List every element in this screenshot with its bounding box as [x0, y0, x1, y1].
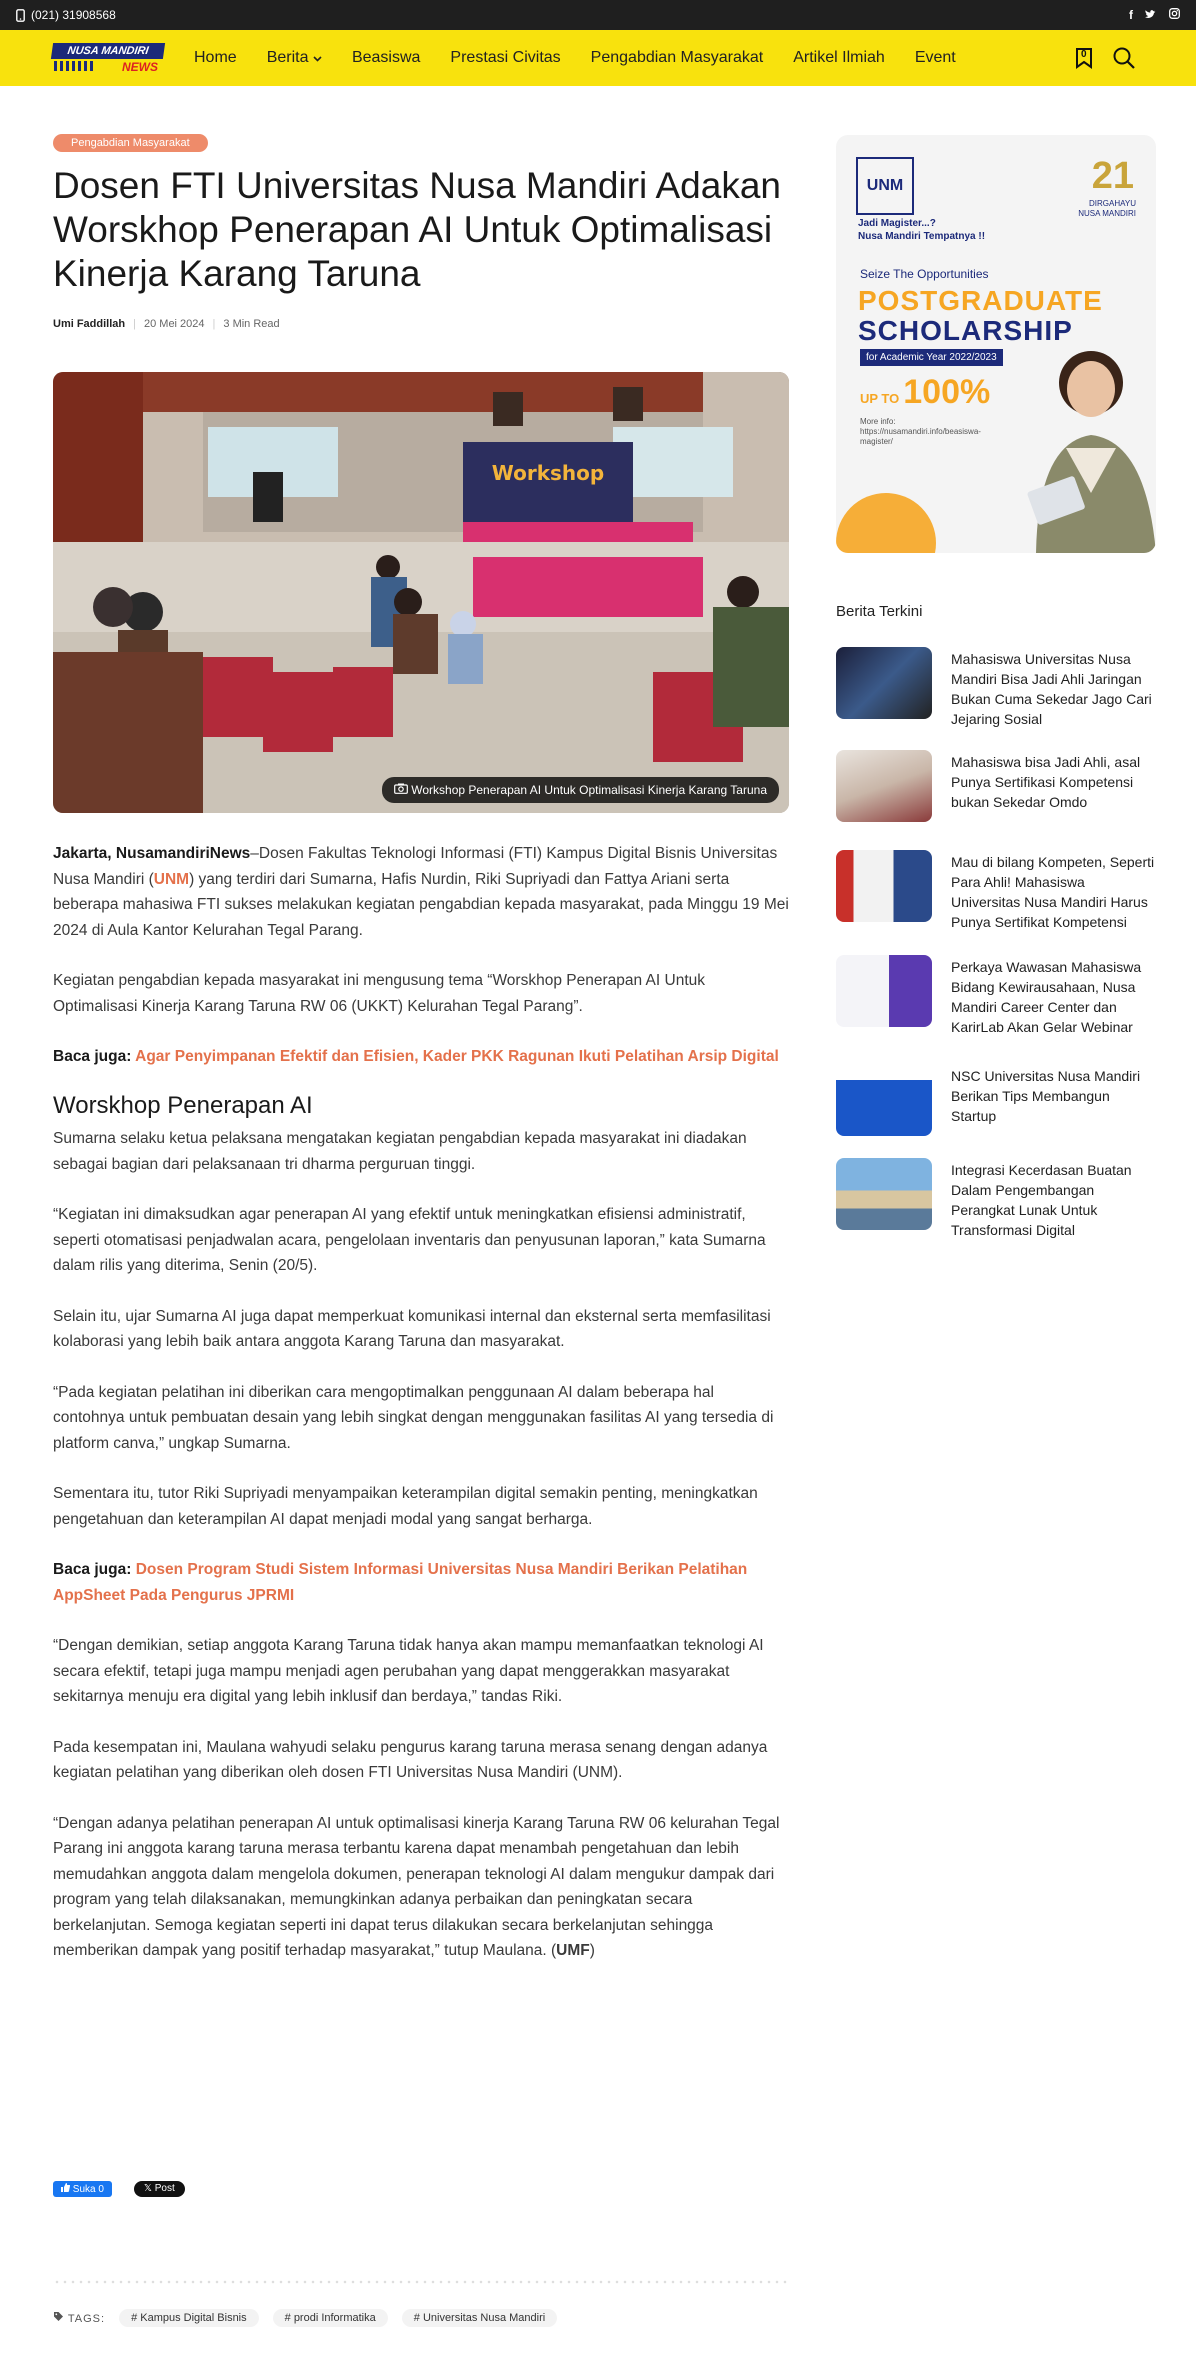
twitter-icon[interactable] [1145, 8, 1157, 19]
news-title[interactable]: Mau di bilang Kompeten, Seperti Para Ahli! Mahasiswa Universitas Nusa Mandiri Harus Punya Sertifikat Kompetensi [951, 854, 1155, 930]
news-item[interactable] [836, 955, 1156, 1037]
news-item[interactable] [836, 647, 1156, 729]
main-nav [194, 49, 956, 67]
bookmark-count: 0 [1081, 49, 1087, 60]
ad-decoration [836, 493, 936, 553]
ad-seize: Seize The Opportunities [860, 267, 989, 281]
facebook-like-label: Suka 0 [72, 2184, 104, 2195]
share-buttons [53, 2181, 185, 2197]
meta-divider: | [133, 318, 136, 330]
phone-number: (021) 31908568 [31, 8, 116, 22]
read-also-link[interactable]: Agar Penyimpanan Efektif dan Efisien, Kader PKK Ragunan Ikuti Pelatihan Arsip Digital [135, 1048, 779, 1065]
tags-label-text: TAGS: [67, 2313, 106, 2325]
read-also-label: Baca juga: [53, 1561, 132, 1578]
news-title[interactable]: Mahasiswa bisa Jadi Ahli, asal Punya Sertifikasi Kompetensi bukan Sekedar Omdo [951, 754, 1141, 810]
tag-item[interactable]: # Kampus Digital Bisnis [119, 2309, 259, 2327]
nav-berita[interactable] [267, 49, 322, 67]
facebook-icon[interactable]: f [1129, 8, 1133, 22]
news-thumbnail[interactable] [836, 1064, 932, 1136]
ad-upto-label: UP TO [860, 391, 900, 406]
latest-news-title: Berita Terkini [836, 603, 923, 620]
top-bar [0, 0, 1196, 30]
ad-percent: 100% [903, 373, 991, 411]
nav-event[interactable]: Event [914, 49, 956, 66]
nav-prestasi[interactable]: Prestasi Civitas [450, 49, 561, 66]
paragraph-text: “Dengan adanya pelatihan penerapan AI untuk optimalisasi kinerja Karang Taruna RW 06 kelurahan Tegal Parang ini anggota karang taruna merasa terbantu karena dapat menambah pengetahuan dan lebih memudahkan anggota dalam mengelola dokumen, penerapan teknologi AI dalam mengukur dampak dari program yang telah dilaksanakan, memungkinkan adanya perbaikan dan peningkatan secara berkelanjutan. Semoga kegiatan seperti ini dapat terus dilakukan secara berkelanjutan sehingga memberikan dampak yang positif terhadap masyarakat,” tutup Maulana. ( [53, 1814, 780, 1959]
bookmark-button[interactable] [1074, 47, 1094, 69]
paragraph: Sumarna selaku ketua pelaksana mengatakan kegiatan pengabdian kepada masyarakat ini diadakan sebagai bagian dari pelaksanaan tri dharma perguruan tinggi. [53, 1130, 747, 1173]
ad-upto [860, 373, 990, 412]
dateline: Jakarta, NusamandiriNews [53, 845, 251, 862]
caption-text: Workshop Penerapan AI Untuk Optimalisasi Kinerja Karang Taruna [411, 783, 767, 797]
read-also-label: Baca juga: [53, 1048, 132, 1065]
anniversary-number: 21 [1091, 155, 1134, 197]
article-meta [53, 318, 280, 330]
news-title[interactable]: Mahasiswa Universitas Nusa Mandiri Bisa Jadi Ahli Jaringan Bukan Cuma Sekedar Jago Cari Jejaring Sosial [951, 651, 1152, 727]
svg-text:Workshop: Workshop [491, 461, 605, 485]
news-item[interactable] [836, 750, 1156, 822]
phone-icon [16, 9, 25, 22]
phone-contact[interactable] [16, 8, 116, 22]
unm-link[interactable]: UNM [153, 870, 190, 888]
ad-academic-year: for Academic Year 2022/2023 [860, 349, 1003, 366]
ad-tagline: Jadi Magister...? Nusa Mandiri Tempatnya !! [858, 218, 986, 242]
news-title[interactable]: Perkaya Wawasan Mahasiswa Bidang Kewirausahaan, Nusa Mandiri Career Center dan KarirLab Akan Gelar Webinar [951, 959, 1142, 1035]
tag-icon [53, 2311, 64, 2322]
read-also [53, 1557, 789, 1608]
publish-date: 20 Mei 2024 [143, 318, 205, 330]
news-thumbnail[interactable] [836, 1158, 932, 1230]
facebook-like-button[interactable] [53, 2181, 112, 2197]
read-also [53, 1044, 789, 1070]
news-title[interactable]: Integrasi Kecerdasan Buatan Dalam Pengembangan Perangkat Lunak Untuk Transformasi Digital [951, 1162, 1132, 1238]
news-thumbnail[interactable] [836, 955, 932, 1027]
paragraph: “Pada kegiatan pelatihan ini diberikan cara mengoptimalkan penggunaan AI dalam beberapa hal contohnya untuk pembuatan desain yang lebih singkat dengan menggunakan fasilitas AI yang tersedia di platform canva,” ungkap Sumarna. [53, 1383, 774, 1452]
ad-postgraduate: POSTGRADUATE [858, 285, 1103, 316]
paragraph-text: ) yang terdiri dari Sumarna, Hafis Nurdin, Riki Supriyadi dan Fattya Ariani serta beberapa mahasiwa FTI sukses melakukan kegiatan pengabdian kepada masyarakat, pada Minggu 19 Mei 2024 di Aula Kantor Kelurahan Tegal Parang. [53, 870, 789, 939]
dotted-divider [53, 2279, 789, 2285]
camera-icon [394, 783, 408, 794]
ad-scholarship: SCHOLARSHIP [858, 315, 1073, 346]
ad-more-info: More info: https://nusamandiri.info/beasiswa-magister/ [860, 417, 981, 446]
tags-label [53, 2311, 105, 2325]
logo-stripes [54, 61, 94, 71]
x-post-label: Post [154, 2183, 175, 2194]
chevron-down-icon [313, 56, 322, 62]
paragraph: Pada kesempatan ini, Maulana wahyudi selaku pengurus karang taruna merasa senang dengan adanya kegiatan pelatihan yang diberikan oleh dosen FTI Universitas Nusa Mandiri (UNM). [53, 1738, 768, 1781]
news-title[interactable]: NSC Universitas Nusa Mandiri Berikan Tips Membangun Startup [951, 1068, 1141, 1124]
read-also-link[interactable]: Dosen Program Studi Sistem Informasi Universitas Nusa Mandiri Berikan Pelatihan AppSheet Pada Pengurus JPRMI [53, 1561, 748, 1604]
news-thumbnail[interactable] [836, 647, 932, 719]
scholarship-ad-banner[interactable] [836, 135, 1156, 553]
paragraph-text: –Dosen Fakultas Teknologi Informasi (FTI) Kampus Digital Bisnis Universitas Nusa Mandiri ( [53, 845, 778, 888]
logo-line2: NEWS [122, 60, 158, 74]
author-signature: UMF [556, 1942, 590, 1959]
workshop-photo [53, 372, 789, 813]
read-time: 3 Min Read [223, 318, 280, 330]
meta-divider: | [212, 318, 216, 330]
paragraph: “Dengan demikian, setiap anggota Karang Taruna tidak hanya akan mampu memanfaatkan teknologi AI secara efektif, tetapi juga mampu menjadi agen perubahan yang dapat menggerakkan masyarakat sekitarnya menuju era digital yang lebih inklusif dan berdaya,” tandas Riki. [53, 1637, 764, 1705]
news-item[interactable] [836, 1064, 1156, 1136]
paragraph: “Kegiatan ini dimaksudkan agar penerapan AI yang efektif untuk meningkatkan efisiensi administratif, seperti otomatisasi penjadwalan acara, pengelolaan inventaris dan penyusunan laporan,” kata Sumarna dalam rilis yang diterima, Senin (20/5). [53, 1206, 766, 1274]
nav-pengabdian[interactable]: Pengabdian Masyarakat [590, 49, 764, 66]
logo-line1: NUSA MANDIRI [51, 43, 165, 59]
instagram-icon[interactable] [1169, 8, 1180, 19]
news-thumbnail[interactable] [836, 850, 932, 922]
nav-home[interactable]: Home [194, 49, 237, 66]
news-thumbnail[interactable] [836, 750, 932, 822]
featured-image [53, 372, 789, 813]
paragraph [53, 1811, 789, 1964]
social-links [1129, 8, 1180, 22]
paragraph: Selain itu, ujar Sumarna AI juga dapat memperkuat komunikasi internal dan eksternal serta memfasilitasi kolaborasi yang lebih baik antara anggota Karang Taruna dan masyarakat. [53, 1307, 771, 1350]
x-post-button[interactable] [134, 2181, 185, 2197]
site-logo[interactable] [52, 39, 164, 77]
category-badge[interactable]: Pengabdian Masyarakat [53, 134, 208, 152]
tags-row [53, 2309, 557, 2327]
nav-beasiswa[interactable]: Beasiswa [351, 49, 421, 66]
header-icons [1074, 46, 1136, 70]
paragraph: Kegiatan pengabdian kepada masyarakat ini mengusung tema “Worskhop Penerapan AI Untuk Optimalisasi Kinerja Karang Taruna RW 06 (UKKT) Kelurahan Tegal Parang”. [53, 972, 705, 1015]
paragraph-text: ) [589, 1942, 595, 1959]
paragraph: Sementara itu, tutor Riki Supriyadi menyampaikan keterampilan digital semakin penting, meningkatkan pengetahuan dan keterampilan AI dapat menjadi modal yang sangat berharga. [53, 1485, 758, 1528]
tag-text: prodi Informatika [293, 2312, 376, 2324]
tag-text: Universitas Nusa Mandiri [422, 2312, 546, 2324]
nav-berita-label: Berita [266, 49, 309, 66]
tag-item[interactable]: # prodi Informatika [273, 2309, 388, 2327]
main-header [0, 30, 1196, 86]
author-name[interactable]: Umi Faddillah [53, 318, 126, 330]
search-icon[interactable] [1112, 46, 1136, 70]
thumbs-up-icon [61, 2183, 70, 2192]
nav-artikel[interactable]: Artikel Ilmiah [793, 49, 885, 66]
ad-person-illustration [1016, 323, 1156, 553]
article-body [53, 841, 789, 1989]
article-title: Dosen FTI Universitas Nusa Mandiri Adakan Worskhop Penerapan AI Untuk Optimalisasi Kinerja Karang Taruna [53, 165, 781, 294]
x-icon: 𝕏 [143, 2183, 152, 2194]
image-caption [382, 777, 779, 803]
tag-text: Kampus Digital Bisnis [140, 2312, 247, 2324]
unm-logo: UNM [856, 157, 914, 215]
tag-item[interactable]: # Universitas Nusa Mandiri [402, 2309, 557, 2327]
paragraph [53, 841, 789, 943]
news-item[interactable] [836, 850, 1156, 932]
news-item[interactable] [836, 1158, 1156, 1240]
anniversary-text: DIRGAHAYU NUSA MANDIRI [1078, 199, 1136, 218]
section-heading: Worskhop Penerapan AI [53, 1091, 313, 1119]
